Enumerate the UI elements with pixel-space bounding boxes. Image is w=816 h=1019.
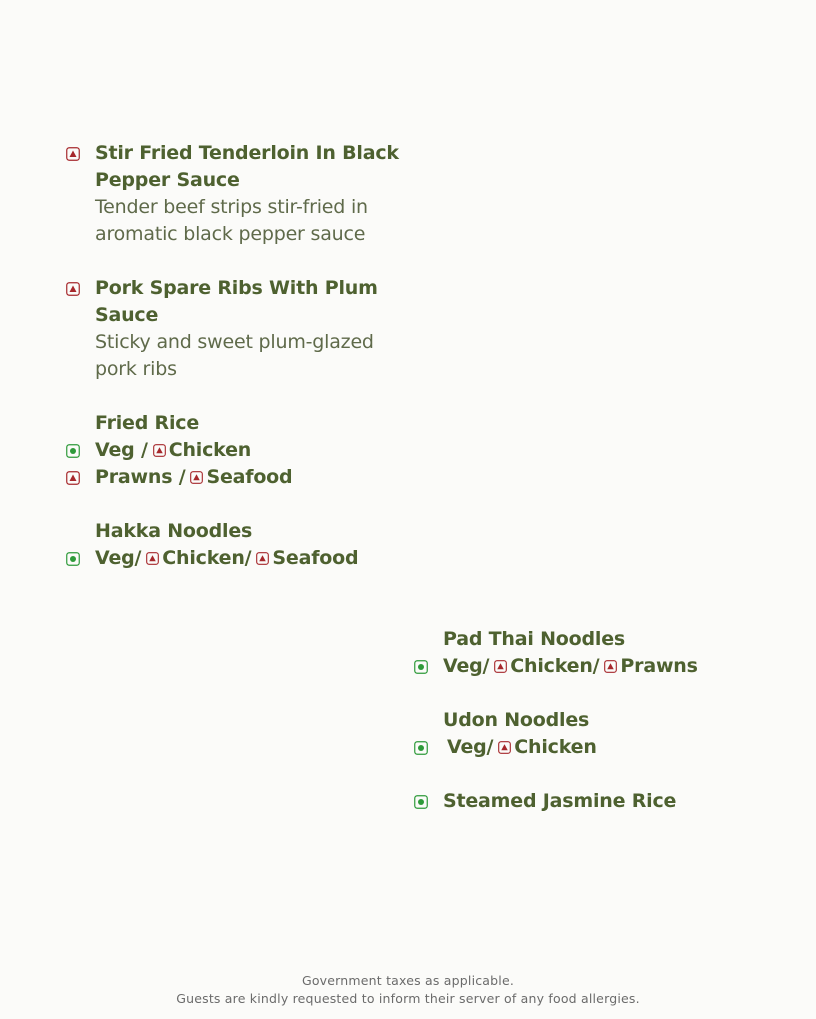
item-description: Sticky and sweet plum-glazed (95, 331, 374, 353)
menu-item-jasmine-rice (443, 788, 676, 815)
tax-note: Government taxes as applicable. (301, 973, 515, 988)
option-seafood: Seafood (272, 547, 359, 569)
non-veg-mark-icon (146, 552, 159, 565)
option-row (95, 545, 358, 572)
item-description: Tender beef strips stir-fried in (95, 196, 368, 218)
option-row (95, 437, 292, 464)
item-title: Stir Fried Tenderloin In Black (95, 142, 399, 164)
option-row (443, 653, 698, 680)
veg-mark-icon (414, 660, 428, 674)
item-title: Pad Thai Noodles (443, 628, 626, 650)
veg-mark-icon (66, 552, 80, 566)
item-title: Hakka Noodles (95, 520, 253, 542)
option-chicken: Chicken/ (510, 655, 600, 677)
item-title: Steamed Jasmine Rice (443, 790, 677, 812)
option-veg: Veg/ (95, 547, 142, 569)
option-prawns: Prawns / (95, 466, 186, 488)
non-veg-mark-icon (66, 282, 80, 296)
item-title-cont: Pepper Sauce (95, 169, 240, 191)
non-veg-mark-icon (66, 147, 80, 161)
veg-mark-icon (414, 795, 428, 809)
item-title: Udon Noodles (443, 709, 590, 731)
veg-mark-icon (414, 741, 428, 755)
option-row (443, 734, 597, 761)
menu-item-pad-thai (443, 626, 698, 680)
veg-mark-icon (66, 444, 80, 458)
allergy-note: Guests are kindly requested to inform their server of any food allergies. (176, 991, 640, 1006)
menu-item-hakka-noodles (95, 518, 358, 572)
option-chicken: Chicken (514, 736, 597, 758)
item-description-cont: aromatic black pepper sauce (95, 223, 366, 245)
non-veg-mark-icon (190, 471, 203, 484)
non-veg-mark-icon (153, 444, 166, 457)
item-title: Pork Spare Ribs With Plum (95, 277, 378, 299)
option-chicken: Chicken/ (162, 547, 252, 569)
item-title-cont: Sauce (95, 304, 159, 326)
option-veg: Veg/ (443, 655, 490, 677)
option-row (95, 464, 292, 491)
option-prawns: Prawns (620, 655, 698, 677)
non-veg-mark-icon (66, 471, 80, 485)
non-veg-mark-icon (498, 741, 511, 754)
option-chicken: Chicken (168, 439, 252, 461)
option-veg: Veg/ (447, 736, 494, 758)
menu-item-spare-ribs (95, 275, 395, 383)
menu-item-fried-rice (95, 410, 292, 491)
menu-item-tenderloin (95, 140, 399, 248)
footer-note (0, 972, 816, 1008)
option-seafood: Seafood (206, 466, 293, 488)
menu-item-udon (443, 707, 597, 761)
non-veg-mark-icon (256, 552, 269, 565)
item-description-cont: pork ribs (95, 358, 177, 380)
option-veg: Veg / (95, 439, 148, 461)
item-title: Fried Rice (95, 412, 200, 434)
non-veg-mark-icon (494, 660, 507, 673)
non-veg-mark-icon (604, 660, 617, 673)
